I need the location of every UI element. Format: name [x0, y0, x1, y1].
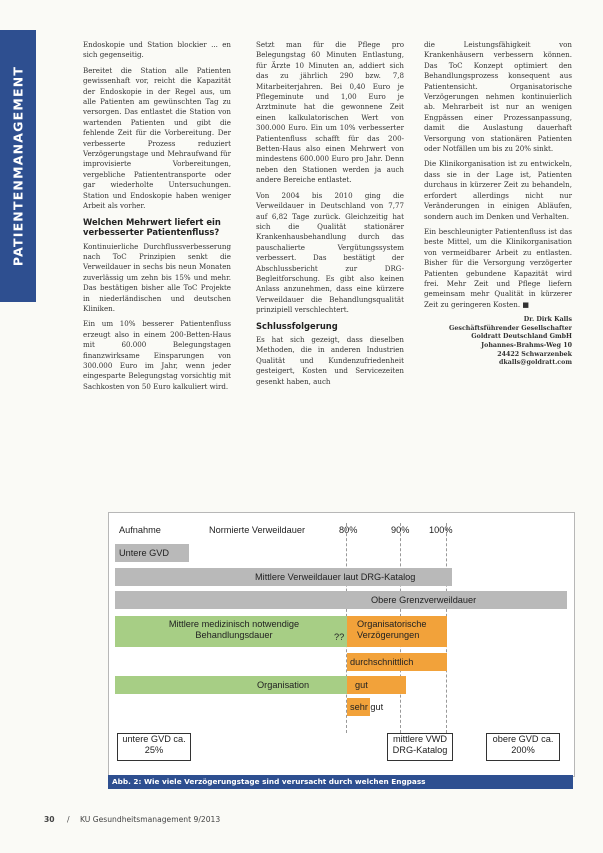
author-email[interactable]: dkalls@goldratt.com — [499, 359, 572, 367]
figure-caption: Abb. 2: Wie viele Verzögerungstage sind verursacht durch welchen Engpass — [108, 775, 573, 789]
length-of-stay-diagram — [108, 512, 575, 777]
label-aufnahme: Aufnahme — [119, 525, 161, 535]
label-80: 80% — [339, 525, 358, 535]
label-normierte-verweildauer: Normierte Verweildauer — [209, 525, 305, 535]
box-obere-gvd: obere GVD ca. 200% — [486, 733, 560, 761]
paragraph: Es hat sich gezeigt, dass dieselben Methoden, die in anderen Industrien Qualität und Kundenzufriedenheit gesteigert, Kosten und Servicezeiten gesenkt haben, auch — [256, 335, 404, 386]
text-column-2 — [256, 40, 404, 392]
label-medizinisch-notwendig: Mittlere medizinisch notwendige Behandlungsdauer — [168, 619, 300, 640]
label-unknown: ?? — [334, 632, 345, 642]
label-untere-gvd: Untere GVD — [119, 548, 170, 558]
paragraph: die Leistungsfähigkeit von Krankenhäusern verbessern können. Das ToC Konzept optimiert den Behandlungsprozess konsequent aus Patientensicht. Organisatorische Verzögerungen nehmen kontinuierlich ab. Mehrarbeit ist nur an wenigen Engpässen einer Prozessanpassung, damit die Auslastung dauerhaft Versorgung von stationären Patienten oder Notfällen um bis zu 20% sinkt. — [424, 40, 572, 154]
sidebar — [0, 0, 36, 853]
page-footer — [44, 815, 220, 824]
label-100: 100% — [429, 525, 453, 535]
label-sehr-gut: sehr gut — [350, 702, 384, 712]
paragraph: Endoskopie und Station blockier ... en sich gegenseitig. — [83, 40, 231, 60]
label-durchschnittlich: durchschnittlich — [350, 657, 414, 667]
footer-separator: / — [67, 815, 70, 824]
section-heading: Schlussfolgerung — [256, 320, 338, 331]
author-name: Dr. Dirk Kalls — [523, 316, 572, 324]
paragraph: Ein beschleunigter Patientenfluss ist das beste Mittel, um die Klinikorganisation von vermeidbarer Arbeit zu entlasten. Bisher für die Versorgung verzögerter Patienten gebundene Kapazität wird frei. Mehr Zeit und Pflege liefern gemeinsam mehr Qualität in kürzerer Zeit zu geringeren Kosten. ■ — [424, 226, 572, 309]
text-column-1 — [83, 40, 231, 397]
label-gut: gut — [355, 680, 368, 690]
bar-obere-grenzverweildauer — [115, 591, 567, 609]
box-mittlere-vwd: mittlere VWD DRG-Katalog — [387, 733, 453, 761]
paragraph: Die Klinikorganisation ist zu entwickeln, dass sie in der Lage ist, Patienten durchaus in kürzerer Zeit zu behandeln, erfordert allerdings nicht nur Veränderungen in einigen Abläufen, sondern auch im Denken und Verhalten. — [424, 159, 572, 221]
section-heading: Welchen Mehrwert liefert ein verbesserter Patientenfluss? — [83, 216, 221, 237]
paragraph: Bereitet die Station alle Patienten gewissenhaft vor, reicht die Kapazität der Endoskopie in der Regel aus, um alle Patienten am gewünschten Tag zu versorgen. Das entlastet die Station von wartenden Patienten und gibt die fehlende Zeit für die Vorbereitung. Der verbesserte Prozess reduziert Verzögerungstage und Mehraufwand für improvisierte Vorbereitungen, vergebliche Patiententransporte oder gar wiederholte Untersuchungen. Station und Endoskopie haben weniger Arbeit als vorher. — [83, 65, 231, 211]
page-number: 30 — [44, 815, 55, 824]
box-untere-gvd: untere GVD ca. 25% — [117, 733, 191, 761]
author-city: 24422 Schwarzenbek — [497, 350, 572, 358]
paragraph: Kontinuierliche Durchflussverbesserung nach ToC Prinzipien senkt die Verweildauer in sechs bis neun Monaten zuverlässig um zehn bis 15% und mehr. Das bestätigen bisher alle ToC Projekte in niederländischen und deutschen Kliniken. — [83, 241, 231, 313]
author-street: Johannes-Brahms-Weg 10 — [481, 341, 572, 349]
publication-name: KU Gesundheitsmanagement 9/2013 — [79, 815, 221, 824]
author-signature — [424, 316, 572, 368]
author-company: Goldratt Deutschland GmbH — [471, 333, 572, 341]
paragraph: Ein um 10% besserer Patientenfluss erzeugt also in einem 200-Betten-Haus mit 60.000 Belegungstagen finanzwirksame Einsparungen von 300.000 Euro im Jahr, wenn jeder eingesparte Belegungstag vorsichtig mit Sachkosten von 50 Euro kalkuliert wird. — [83, 319, 231, 391]
section-label: PATIENTENMANAGEMENT — [10, 65, 26, 267]
label-organisatorische-verzoegerungen: Organisatorische Verzögerungen — [357, 619, 427, 640]
author-role: Geschäftsführender Gesellschafter — [449, 324, 572, 332]
text-column-3 — [424, 40, 572, 368]
label-obere-grenzverweildauer: Obere Grenzverweildauer — [371, 595, 477, 605]
paragraph: Von 2004 bis 2010 ging die Verweildauer in Deutschland von 7,77 auf 6,82 Tage zurück. Gleichzeitig hat sich die Qualität stationärer Krankenhausbehandlung durch das pauschalierte Vergütungssystem verbessert. Das bestätigt der Abschlussbericht zur DRG-Begleitforschung. Es gibt also keinen Anlass anzunehmen, dass eine kürzere Verweildauer die Behandlungsqualität prinzipiell verschlechtert. — [256, 190, 404, 315]
label-mittlere-verweildauer: Mittlere Verweildauer laut DRG-Katalog — [255, 572, 416, 582]
label-organisation: Organisation — [257, 680, 310, 690]
bar-organisation — [115, 676, 347, 694]
label-90: 90% — [391, 525, 410, 535]
paragraph: Setzt man für die Pflege pro Belegungstag 60 Minuten Entlastung, für Ärzte 10 Minuten an, addiert sich das zu jährlich 290 bzw. 7,8 Mitarbeiterjahren. Bei 0,40 Euro je Pflegeminute und 1,00 Euro je Arztminute hat die gewonnene Zeit einen kalkulatorischen Wert von 300.000 Euro. Ein um 10% verbesserter Patientenfluss schafft für das 200-Betten-Haus also einen Mehrwert von mindestens 600.000 Euro pro Jahr. Denn neben den Stationen werden ja auch andere Bereiche entlastet. — [256, 40, 404, 185]
